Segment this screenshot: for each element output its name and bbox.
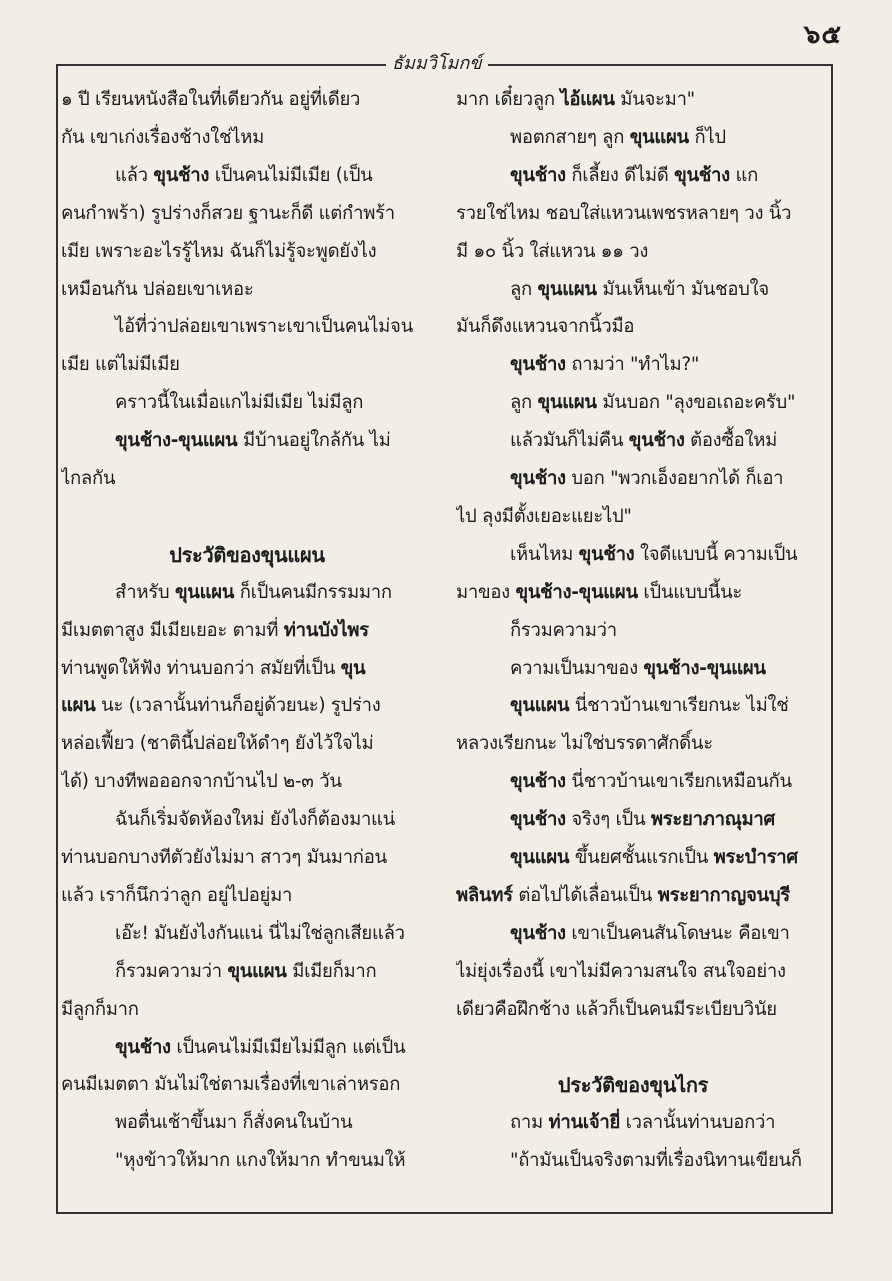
text-line	[61, 306, 433, 348]
line-text: ลูก	[510, 392, 538, 414]
line-text: ต้องซื้อใหม่	[684, 430, 778, 452]
text-line	[456, 79, 810, 121]
text-line	[61, 913, 433, 955]
bold-text: ขุนช้าง-ขุนแผน	[515, 581, 638, 603]
line-text: "หุงข้าวให้มาก แกงให้มาก ทำขนมให้	[115, 1150, 406, 1172]
bold-text: ขุนแผน	[629, 126, 689, 148]
text-line	[61, 648, 433, 690]
line-text: มีเมียก็มาก	[286, 960, 377, 982]
line-text: ก็ไป	[688, 126, 726, 148]
line-text: ความเป็นมาของ	[510, 657, 644, 679]
line-text: มีเมตตาสูง มีเมียเยอะ ตามที่	[61, 619, 284, 641]
bold-text: ขุนช้าง	[153, 164, 210, 186]
text-line	[456, 458, 810, 500]
text-line	[456, 875, 810, 917]
line-text: แก	[729, 164, 758, 186]
text-line	[61, 382, 433, 424]
bold-text: ขุน	[340, 657, 366, 679]
text-line	[61, 79, 433, 121]
text-line	[61, 875, 433, 917]
line-text: ถาม	[510, 1112, 549, 1134]
line-text: คนมีเมตตา มันไม่ใช่ตามเรื่องที่เขาเล่าหรอก	[61, 1074, 401, 1096]
line-text: มันจะมา"	[614, 89, 695, 110]
line-text: มีบ้านอยู่ใกล้กัน ไม่	[237, 430, 391, 452]
bold-text: ท่านเจ้ายี่	[548, 1112, 620, 1134]
text-line	[61, 837, 433, 879]
line-text: จริงๆ เป็น	[565, 809, 651, 831]
text-line	[456, 496, 810, 538]
line-text: นี่ชาวบ้านเขาเรียกเหมือนกัน	[565, 771, 792, 793]
text-line	[61, 951, 433, 993]
text-line	[61, 610, 433, 652]
line-text: หลวงเรียกนะ ไม่ใช่บรรดาศักดิ์นะ	[456, 733, 713, 755]
text-line	[61, 723, 433, 765]
line-text: ไป ลุงมีตั้งเยอะแยะไป"	[456, 505, 632, 527]
text-line	[456, 913, 810, 955]
text-line	[456, 1140, 810, 1182]
text-line	[61, 1140, 433, 1182]
line-text: กัน เขาเก่งเรื่องช้างใช่ไหม	[61, 126, 265, 148]
text-line	[61, 1027, 433, 1069]
line-text: ได้) บางทีพอออกจากบ้านไป ๒-๓ วัน	[61, 771, 342, 793]
line-text: ฉันก็เริ่มจัดห้องใหม่ ยังไงก็ต้องมาแน่	[115, 809, 396, 831]
line-text: ก็รวมความว่า	[115, 960, 228, 982]
line-text: เดียวคือฝึกช้าง แล้วก็เป็นคนมีระเบียบวินัย	[456, 998, 777, 1020]
line-text: "ถ้ามันเป็นจริงตามที่เรื่องนิทานเขียนก็	[510, 1150, 802, 1172]
text-line	[456, 193, 810, 235]
line-text: มันเห็นเข้า มันชอบใจ	[596, 278, 769, 300]
text-line	[456, 799, 810, 841]
text-line	[61, 496, 433, 538]
bold-text: ขุนช้าง	[674, 164, 730, 186]
bold-text: ขุนแผน	[174, 581, 235, 603]
text-line	[61, 799, 433, 841]
text-line	[456, 420, 810, 462]
bold-text: ขุนช้าง	[115, 1036, 171, 1058]
line-text: คนกำพร้า) รูปร่างก็สวย ฐานะก็ดี แต่กำพร้า	[61, 202, 395, 224]
line-text: นี่ชาวบ้านเขาเรียกนะ ไม่ใช่	[569, 695, 789, 717]
page-number: ๖๕	[803, 20, 842, 50]
line-text: มาก เดี๋ยวลูก	[456, 89, 561, 110]
text-line	[456, 723, 810, 765]
line-text: ก็รวมความว่า	[510, 619, 617, 641]
bold-text: ขุนช้าง	[510, 922, 566, 944]
line-text: แล้วมันก็ไม่คืน	[510, 430, 629, 452]
line-text: แล้ว	[115, 164, 154, 186]
text-line	[61, 1102, 433, 1144]
text-line	[456, 155, 810, 197]
text-line	[61, 458, 433, 500]
line-text: ใจดีแบบนี้ ความเป็น	[634, 543, 798, 565]
bold-text: ขุนช้าง	[510, 164, 566, 186]
text-line	[456, 1027, 810, 1069]
bold-text: แผน	[61, 695, 96, 717]
bold-text: ไอ้แผน	[560, 89, 615, 110]
line-text: เป็นแบบนี้นะ	[637, 581, 743, 603]
line-text: ๑ ปี เรียนหนังสือในที่เดียวกัน อยู่ที่เดียว	[61, 89, 361, 110]
line-text: รวยใช่ไหม ชอบใส่แหวนเพชรหลายๆ วง นิ้ว	[456, 202, 792, 224]
bold-text: ขุนแผน	[227, 960, 287, 982]
line-text: ไอ้ที่ว่าปล่อยเขาเพราะเขาเป็นคนไม่จน	[115, 316, 413, 338]
text-line	[61, 761, 433, 803]
line-text: ต่อไปได้เลื่อนเป็น	[512, 884, 658, 906]
bold-text: ขุนช้าง	[628, 430, 685, 452]
bold-text: ขุนแผน	[510, 847, 570, 868]
line-text: ท่านบอกบางทีตัวยังไม่มา สาวๆ มันมาก่อน	[61, 847, 387, 868]
text-line	[456, 344, 810, 386]
text-line	[61, 989, 433, 1031]
bold-text: ขุนช้าง	[510, 354, 566, 376]
line-text: มันบอก "ลุงขอเถอะครับ"	[596, 392, 796, 414]
line-text: มาของ	[456, 581, 516, 603]
section-heading	[61, 534, 433, 576]
bold-text: พลินทร์	[456, 884, 513, 906]
line-text: เวลานั้นท่านบอกว่า	[620, 1112, 776, 1134]
line-text: คราวนี้ในเมื่อแกไม่มีเมีย ไม่มีลูก	[115, 392, 364, 414]
line-text: พอตกสายๆ ลูก	[510, 126, 630, 148]
text-line	[456, 231, 810, 273]
text-line	[61, 117, 433, 159]
bold-text: พระยากาญจนบุรี	[657, 884, 790, 906]
line-text: เมีย เพราะอะไรรู้ไหม ฉันก็ไม่รู้จะพูดยังไง	[61, 240, 377, 262]
text-line	[61, 1064, 433, 1106]
text-line	[456, 685, 810, 727]
section-heading	[456, 1064, 810, 1106]
bold-text: ขุนช้าง-ขุนแผน	[115, 430, 238, 452]
line-text: นะ (เวลานั้นท่านก็อยู่ด้วยนะ) รูปร่าง	[95, 695, 381, 717]
running-title: ธัมมวิโมกข์	[386, 51, 488, 77]
bold-text: ขุนช้าง	[510, 771, 566, 793]
line-text: สำหรับ	[115, 581, 175, 603]
text-line	[456, 382, 810, 424]
bold-text: ประวัติของขุนไกร	[557, 1073, 709, 1098]
line-text: มันก็ดึงแหวนจากนิ้วมือ	[456, 316, 635, 338]
bold-text: ขุนช้าง	[510, 468, 566, 489]
text-line	[61, 344, 433, 386]
text-line	[456, 1102, 810, 1144]
bold-text: ประวัติของขุนแผน	[169, 542, 325, 567]
text-line	[456, 306, 810, 348]
line-text: มี ๑๐ นิ้ว ใส่แหวน ๑๑ วง	[456, 240, 649, 262]
line-text: หล่อเฟี้ยว (ชาตินี้ปล่อยให้ดำๆ ยังไว้ใจไม่	[61, 733, 374, 755]
text-line	[61, 193, 433, 235]
bold-text: พระยาภาณุมาศ	[650, 809, 775, 831]
text-line	[456, 951, 810, 993]
bold-text: ขุนช้าง	[578, 543, 635, 565]
bold-text: พระบำราศ	[713, 847, 798, 868]
text-line	[456, 610, 810, 652]
line-text: พอตื่นเช้าขึ้นมา ก็สั่งคนในบ้าน	[115, 1112, 353, 1134]
bold-text: ท่านบังไพร	[283, 619, 369, 641]
text-line	[456, 837, 810, 879]
line-text: ก็เป็นคนมีกรรมมาก	[234, 581, 392, 603]
line-text: เป็นคนไม่มีเมีย (เป็น	[209, 164, 373, 186]
line-text: เขาเป็นคนสันโดษนะ คือเขา	[565, 922, 790, 944]
text-line	[456, 269, 810, 311]
text-line	[61, 269, 433, 311]
line-text: ลูก	[510, 278, 538, 300]
text-line	[61, 572, 433, 614]
line-text: เห็นไหม	[510, 543, 579, 565]
bold-text: ขุนแผน	[510, 695, 570, 717]
line-text: ไม่ยุ่งเรื่องนี้ เขาไม่มีความสนใจ สนใจอย่าง	[456, 960, 786, 982]
line-text: บอก "พวกเอ็งอยากได้ ก็เอา	[565, 468, 784, 489]
line-text: เมีย แต่ไม่มีเมีย	[61, 354, 180, 376]
text-line	[61, 685, 433, 727]
text-line	[456, 648, 810, 690]
text-line	[456, 989, 810, 1031]
line-text: ก็เลี้ยง ดีไม่ดี	[565, 164, 675, 186]
bold-text: ขุนช้าง	[510, 809, 566, 831]
bold-text: ขุนแผน	[537, 278, 597, 300]
line-text: ไกลกัน	[61, 468, 116, 489]
text-line	[61, 231, 433, 273]
text-line	[61, 155, 433, 197]
bold-text: ขุนช้าง-ขุนแผน	[643, 657, 766, 679]
line-text: แล้ว เราก็นึกว่าลูก อยู่ไปอยู่มา	[61, 884, 293, 906]
line-text: เป็นคนไม่มีเมียไม่มีลูก แต่เป็น	[170, 1036, 406, 1058]
text-line	[456, 572, 810, 614]
text-line	[456, 761, 810, 803]
bold-text: ขุนแผน	[537, 392, 597, 414]
line-text: ท่านพูดให้ฟัง ท่านบอกว่า สมัยที่เป็น	[61, 657, 341, 679]
line-text: เหมือนกัน ปล่อยเขาเหอะ	[61, 278, 254, 300]
line-text: ขึ้นยศชั้นแรกเป็น	[569, 847, 714, 868]
text-line	[456, 534, 810, 576]
line-text: เอ๊ะ! มันยังไงกันแน่ นี่ไม่ใช่ลูกเสียแล้ว	[115, 922, 405, 944]
line-text: มีลูกก็มาก	[61, 998, 139, 1020]
text-line	[61, 420, 433, 462]
text-line	[456, 117, 810, 159]
line-text: ถามว่า "ทำไม?"	[565, 354, 700, 376]
